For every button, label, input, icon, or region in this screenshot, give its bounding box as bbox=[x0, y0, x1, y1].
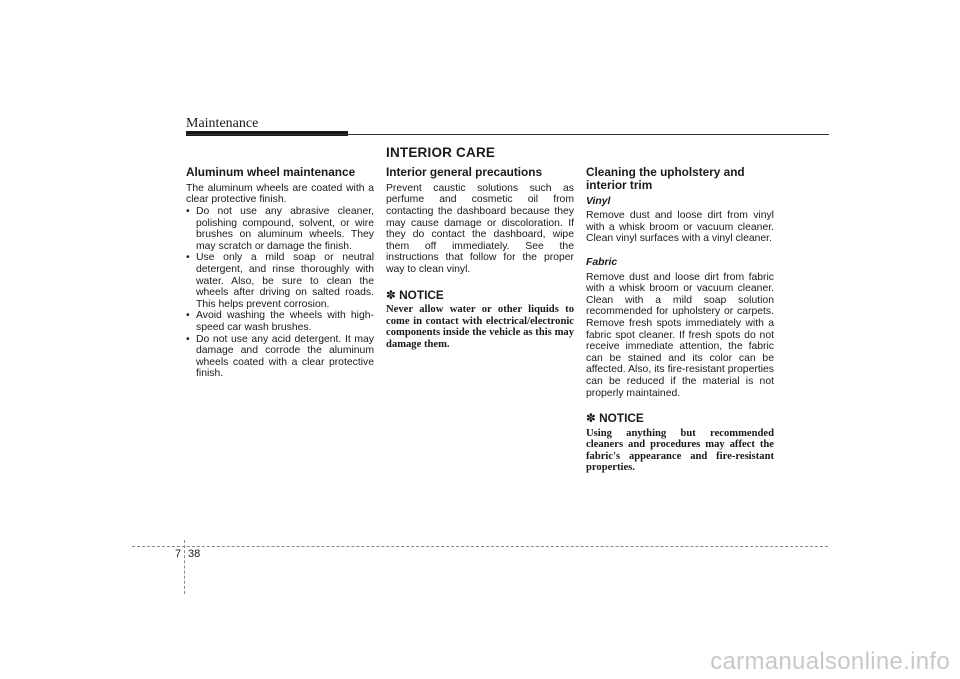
aluminum-wheel-heading: Aluminum wheel maintenance bbox=[186, 165, 356, 179]
column-interior-precautions bbox=[386, 166, 574, 351]
header-title: Maintenance bbox=[186, 116, 259, 131]
column-aluminum-wheel bbox=[186, 166, 374, 380]
fabric-text: Remove dust and loose dirt from fabric with a whisk broom or vacuum cleaner. Clean with a mild soap solution recommended for upholstery or carpets. Remove fresh spots immediately with a fabric spot cleaner. If fresh spots do not receive immediate attention, the fabric can be stained and its color can be affected. Also, its fire-resistant properties can be reduced if the material is not properly maintained. bbox=[586, 271, 774, 399]
list-item: • Do not use any acid detergent. It may damage and corrode the aluminum wheels coated with a clear protective finish. bbox=[186, 334, 374, 380]
notice-text: Using anything but recommended cleaners and procedures may affect the fabric's appearance and fire-resistant properties. bbox=[586, 427, 774, 474]
notice-label: ✽ NOTICE bbox=[586, 411, 644, 426]
upholstery-heading: Cleaning the upholstery and interior trim bbox=[586, 165, 745, 192]
section-title: INTERIOR CARE bbox=[386, 145, 496, 160]
footer-divider bbox=[184, 540, 185, 594]
vinyl-label: Vinyl bbox=[586, 195, 611, 207]
header-rule bbox=[186, 134, 829, 135]
footer-rule bbox=[132, 546, 828, 547]
interior-precautions-heading: Interior general precautions bbox=[386, 165, 543, 179]
page-number: 38 bbox=[188, 548, 201, 560]
column-upholstery-cleaning bbox=[586, 166, 774, 474]
vinyl-text: Remove dust and loose dirt from vinyl with a whisk broom or vacuum cleaner. Clean vinyl surfaces with a vinyl cleaner. bbox=[586, 210, 774, 245]
list-item: • Use only a mild soap or neutral detergent, and rinse thoroughly with water. Also, be sure to clean the wheels after driving on salted roads. This helps prevent corrosion. bbox=[186, 252, 374, 310]
list-item: • Avoid washing the wheels with high-speed car wash brushes. bbox=[186, 310, 374, 333]
aluminum-wheel-list bbox=[186, 206, 374, 380]
notice-text: Never allow water or other liquids to come in contact with electrical/electronic components inside the vehicle as this may damage them. bbox=[386, 304, 574, 350]
aluminum-wheel-intro: The aluminum wheels are coated with a clear protective finish. bbox=[186, 182, 374, 206]
watermark: carmanualsonline.info bbox=[710, 648, 950, 675]
interior-precautions-body: Prevent caustic solutions such as perfume and cosmetic oil from contacting the dashboard because they may cause damage or discoloration. If they do contact the dashboard, wipe them off immediately. See the instructions that follow for the proper way to clean vinyl. bbox=[386, 182, 574, 275]
list-item: • Do not use any abrasive cleaner, polishing compound, solvent, or wire brushes on aluminum wheels. They may scratch or damage the finish. bbox=[186, 206, 374, 252]
chapter-number: 7 bbox=[175, 548, 182, 560]
notice-label: ✽ NOTICE bbox=[386, 287, 444, 302]
fabric-label: Fabric bbox=[586, 256, 618, 268]
